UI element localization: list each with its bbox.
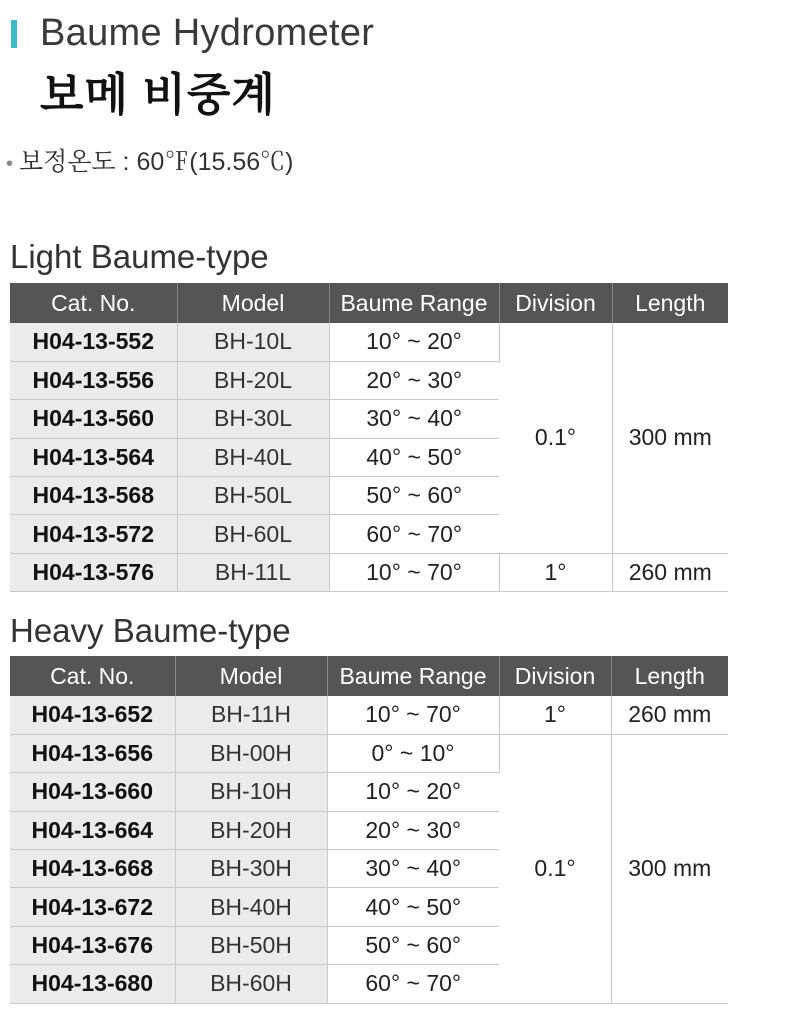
column-header-cat-no: Cat. No. [10, 283, 177, 323]
length-cell: 300 mm [612, 323, 728, 553]
range-cell: 30° ~ 40° [327, 850, 499, 888]
range-cell: 40° ~ 50° [327, 888, 499, 926]
range-cell: 10° ~ 70° [329, 553, 499, 591]
model-cell: BH-30L [177, 400, 329, 438]
column-header-length: Length [612, 283, 728, 323]
column-header-division: Division [499, 283, 612, 323]
column-header-model: Model [177, 283, 329, 323]
bullet-icon: • [6, 153, 14, 175]
cat-no-cell: H04-13-660 [10, 773, 175, 811]
title-accent-bar [11, 20, 17, 48]
cat-no-cell: H04-13-652 [10, 696, 175, 734]
model-cell: BH-30H [175, 850, 327, 888]
table-row [10, 553, 728, 591]
model-cell: BH-20H [175, 811, 327, 849]
cat-no-cell: H04-13-572 [10, 515, 177, 553]
cat-no-cell: H04-13-576 [10, 553, 177, 591]
range-cell: 50° ~ 60° [329, 477, 499, 515]
light-section-title: Light Baume-type [10, 238, 269, 275]
model-cell: BH-40H [175, 888, 327, 926]
model-cell: BH-50H [175, 926, 327, 964]
model-cell: BH-60H [175, 965, 327, 1003]
model-cell: BH-50L [177, 477, 329, 515]
length-cell: 260 mm [612, 553, 728, 591]
cat-no-cell: H04-13-676 [10, 926, 175, 964]
model-cell: BH-10L [177, 323, 329, 361]
cat-no-cell: H04-13-680 [10, 965, 175, 1003]
model-cell: BH-20L [177, 361, 329, 399]
cat-no-cell: H04-13-560 [10, 400, 177, 438]
range-cell: 0° ~ 10° [327, 734, 499, 772]
range-cell: 30° ~ 40° [329, 400, 499, 438]
range-cell: 10° ~ 20° [329, 323, 499, 361]
range-cell: 20° ~ 30° [329, 361, 499, 399]
range-cell: 10° ~ 20° [327, 773, 499, 811]
table-row [10, 696, 728, 734]
cat-no-cell: H04-13-556 [10, 361, 177, 399]
range-cell: 20° ~ 30° [327, 811, 499, 849]
model-cell: BH-11H [175, 696, 327, 734]
range-cell: 10° ~ 70° [327, 696, 499, 734]
cat-no-cell: H04-13-672 [10, 888, 175, 926]
cat-no-cell: H04-13-656 [10, 734, 175, 772]
cat-no-cell: H04-13-564 [10, 438, 177, 476]
model-cell: BH-11L [177, 553, 329, 591]
page-title-english: Baume Hydrometer [40, 12, 375, 54]
length-cell: 260 mm [611, 696, 728, 734]
division-cell: 1° [499, 696, 611, 734]
division-cell: 0.1° [499, 323, 612, 553]
table-row [10, 734, 728, 772]
column-header-baume-range: Baume Range [329, 283, 499, 323]
model-cell: BH-60L [177, 515, 329, 553]
model-cell: BH-00H [175, 734, 327, 772]
length-cell: 300 mm [611, 734, 728, 1003]
page-title-korean: 보메 비중계 [40, 69, 276, 120]
cat-no-cell: H04-13-668 [10, 850, 175, 888]
table-row [10, 323, 728, 361]
cat-no-cell: H04-13-664 [10, 811, 175, 849]
model-cell: BH-10H [175, 773, 327, 811]
column-header-baume-range: Baume Range [327, 656, 499, 696]
heavy-section-title: Heavy Baume-type [10, 612, 291, 649]
column-header-length: Length [611, 656, 728, 696]
calibration-note [6, 142, 293, 178]
division-cell: 1° [499, 553, 612, 591]
division-cell: 0.1° [499, 734, 611, 1003]
column-header-cat-no: Cat. No. [10, 656, 175, 696]
range-cell: 40° ~ 50° [329, 438, 499, 476]
column-header-division: Division [499, 656, 611, 696]
light-spec-table [10, 283, 728, 592]
range-cell: 50° ~ 60° [327, 926, 499, 964]
calibration-note-text: 보정온도 : 60℉(15.56℃) [19, 148, 294, 176]
cat-no-cell: H04-13-568 [10, 477, 177, 515]
table-header-row [10, 656, 728, 696]
range-cell: 60° ~ 70° [327, 965, 499, 1003]
range-cell: 60° ~ 70° [329, 515, 499, 553]
cat-no-cell: H04-13-552 [10, 323, 177, 361]
table-header-row [10, 283, 728, 323]
model-cell: BH-40L [177, 438, 329, 476]
heavy-spec-table [10, 656, 728, 1004]
column-header-model: Model [175, 656, 327, 696]
